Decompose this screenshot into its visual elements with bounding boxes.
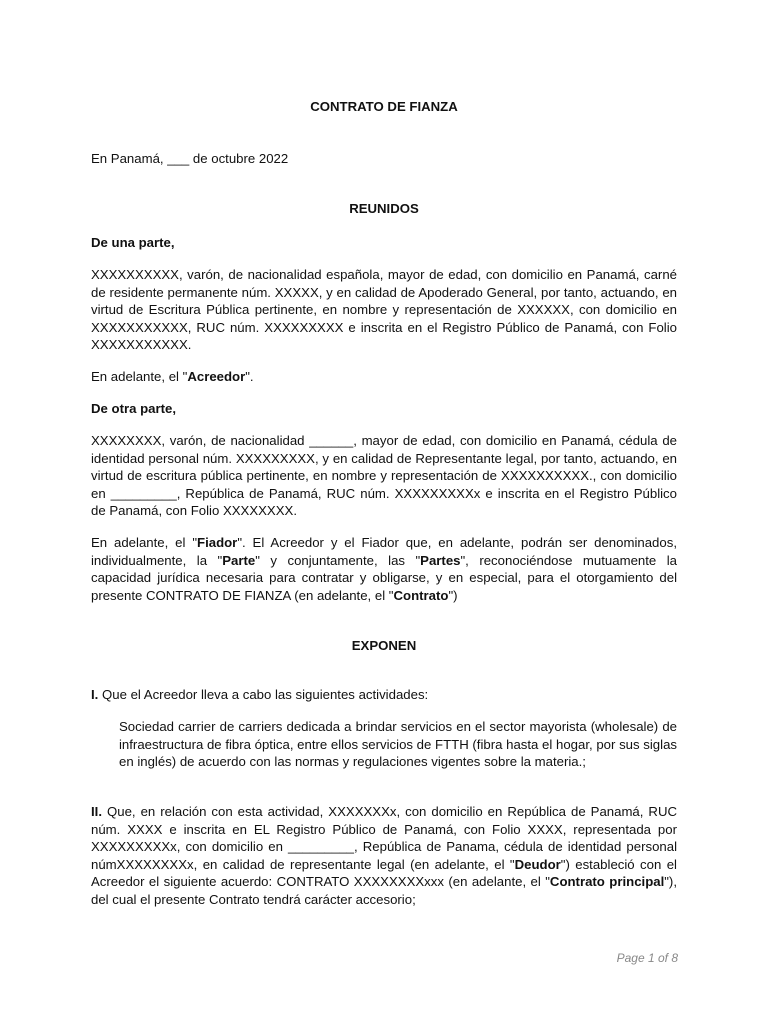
- item-1-quote: Sociedad carrier de carriers dedicada a brindar servicios en el sector mayorista (wholesale) de infraestructura de fibra óptica, entre ellos servicios de FTTH (fibra hasta el hogar, por sus siglas en inglés) de acuerdo con las normas y regulaciones vigentes sobre la materia.;: [119, 719, 677, 770]
- fiador-text-4: ", reconociéndose mutuamente la capacidad jurídica necesaria para contratar y obligarse, y en especial, para el otorgamiento del presente CONTRATO DE FIANZA (en adelante, el ": [91, 552, 677, 603]
- exponen-heading: EXPONEN: [351, 638, 417, 653]
- fiador-paragraph: [91, 534, 677, 604]
- fiador-term: Fiador: [197, 535, 238, 550]
- document-body: [91, 98, 677, 907]
- item-2-text-1: Que, en relación con esta actividad, XXXXXXXx, con domicilio en República de Panamá, RUC núm. XXXX e inscrita en EL Registro Público de Panamá, con Folio XXXX, representada por XXXXXXXXXx, con domicilio en _________, República de Panama, cédula de identidad personal númXXXXXXXXx, en calidad de representante legal (en adelante, el ": [91, 804, 677, 872]
- contrato-principal-term: Contrato principal: [549, 874, 665, 890]
- partes-term: Partes: [420, 552, 461, 568]
- otra-parte-paragraph: XXXXXXXX, varón, de nacionalidad ______, mayor de edad, con domicilio en Panamá, cédula de identidad personal núm. XXXXXXXXX, y en calidad de Representante legal, por tanto, actuando, en virtud de escritura pública pertinente, en nombre y representación de XXXXXXXXXX., con domicilio en _________, República de Panamá, RUC núm. XXXXXXXXXx e inscrita en el Registro Público de Panamá, con Folio XXXXXXXX.: [91, 433, 677, 519]
- item-2-text-3: "), del cual el presente Contrato tendrá carácter accesorio;: [91, 874, 677, 907]
- acreedor-suffix: ".: [245, 369, 254, 384]
- fiador-text-2: ". El Acreedor y el Fiador que, en adelante, podrán ser denominados, individualmente, la ": [91, 535, 677, 568]
- item-2-number: II.: [91, 804, 102, 819]
- page-number: Page 1 of 8: [616, 951, 678, 965]
- deudor-term: Deudor: [514, 856, 561, 872]
- acreedor-definition: [91, 368, 677, 386]
- document-title: CONTRATO DE FIANZA: [310, 99, 458, 114]
- una-parte-heading: De una parte,: [91, 235, 175, 250]
- date-line: En Panamá, ___ de octubre 2022: [91, 151, 289, 166]
- fiador-text-3: " y conjuntamente, las ": [255, 552, 421, 568]
- acreedor-term: Acreedor: [187, 369, 246, 384]
- item-2-text-2: ") estableció con el Acreedor el siguiente acuerdo: CONTRATO XXXXXXXXxxx (en adelante, el ": [91, 856, 677, 890]
- otra-parte-heading: De otra parte,: [91, 401, 177, 416]
- item-2: [91, 803, 677, 909]
- reunidos-heading: REUNIDOS: [349, 201, 419, 216]
- una-parte-paragraph: XXXXXXXXXX, varón, de nacionalidad española, mayor de edad, con domicilio en Panamá, carné de residente permanente núm. XXXXX, y en calidad de Apoderado General, por tanto, actuando, en virtud de Escritura Pública pertinente, en nombre y representación de XXXXXX, con domicilio en XXXXXXXXXXX, RUC núm. XXXXXXXXX e inscrita en el Registro Público de Panamá, con Folio XXXXXXXXXXX.: [91, 267, 677, 353]
- fiador-text-5: "): [448, 587, 458, 603]
- acreedor-prefix: En adelante, el ": [91, 369, 188, 384]
- fiador-text-1: En adelante, el ": [91, 535, 198, 550]
- item-1: [91, 686, 677, 704]
- item-1-text: Que el Acreedor lleva a cabo las siguientes actividades:: [98, 687, 429, 702]
- contrato-term: Contrato: [393, 587, 449, 603]
- parte-term: Parte: [222, 552, 256, 568]
- item-1-number: I.: [91, 687, 99, 702]
